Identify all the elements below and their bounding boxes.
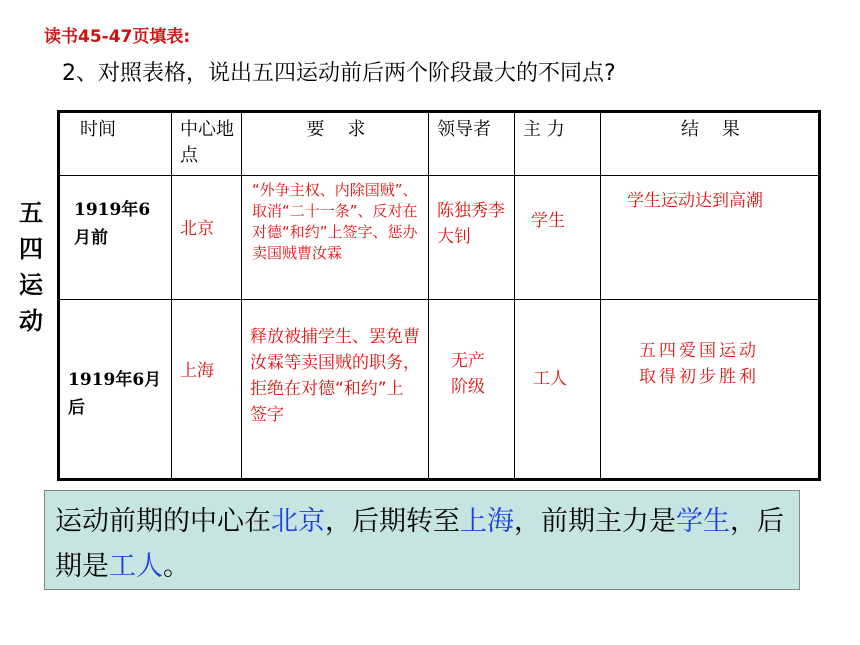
summary-highlight: 上海 [460, 506, 514, 537]
summary-text: ，前期主力是 [514, 506, 676, 537]
header-leader: 领导者 [429, 112, 515, 176]
table-header-row [59, 112, 820, 176]
row1-main-force: 学生 [515, 176, 601, 300]
side-title-char: 运 [19, 271, 43, 299]
row2-center: 上海 [172, 300, 242, 480]
header-main-force: 主 力 [515, 112, 601, 176]
row2-time: 1919年6月后 [59, 300, 172, 480]
side-title [16, 195, 46, 339]
summary-highlight: 学生 [676, 506, 730, 537]
summary-text: 。 [163, 551, 190, 582]
side-title-char: 五 [19, 199, 43, 227]
comparison-table [57, 110, 821, 481]
header-time: 时间 [59, 112, 172, 176]
row2-demand: 释放被捕学生、罢免曹汝霖等卖国贼的职务，拒绝在对德“和约”上签字 [242, 300, 429, 480]
row1-leader: 陈独秀李大钊 [429, 176, 515, 300]
summary-highlight: 工人 [109, 551, 163, 582]
side-title-char: 动 [19, 307, 43, 335]
table-row [59, 300, 820, 480]
row1-time: 1919年6月前 [59, 176, 172, 300]
summary-text: ，后期是 [55, 506, 784, 582]
side-title-char: 四 [19, 235, 43, 263]
reading-instruction: 读书45-47页填表: [44, 27, 191, 47]
row1-center: 北京 [172, 176, 242, 300]
header-demand: 要 求 [242, 112, 429, 176]
row2-leader: 无产阶级 [429, 300, 515, 480]
header-result: 结 果 [601, 112, 820, 176]
question-text: 2、对照表格，说出五四运动前后两个阶段最大的不同点? [62, 61, 616, 86]
summary-box [44, 490, 800, 590]
summary-highlight: 北京 [271, 506, 325, 537]
row1-demand: “外争主权、内除国贼”、取消“二十一条”、反对在对德“和约”上签字、惩办卖国贼曹汝霖 [242, 176, 429, 300]
summary-text: 运动前期的中心在 [55, 506, 271, 537]
header-center: 中心地点 [172, 112, 242, 176]
row1-result: 学生运动达到高潮 [601, 176, 820, 300]
row2-main-force: 工人 [515, 300, 601, 480]
summary-text: ，后期转至 [325, 506, 460, 537]
table-row [59, 176, 820, 300]
row2-result: 五四爱国运动取得初步胜利 [601, 300, 820, 480]
